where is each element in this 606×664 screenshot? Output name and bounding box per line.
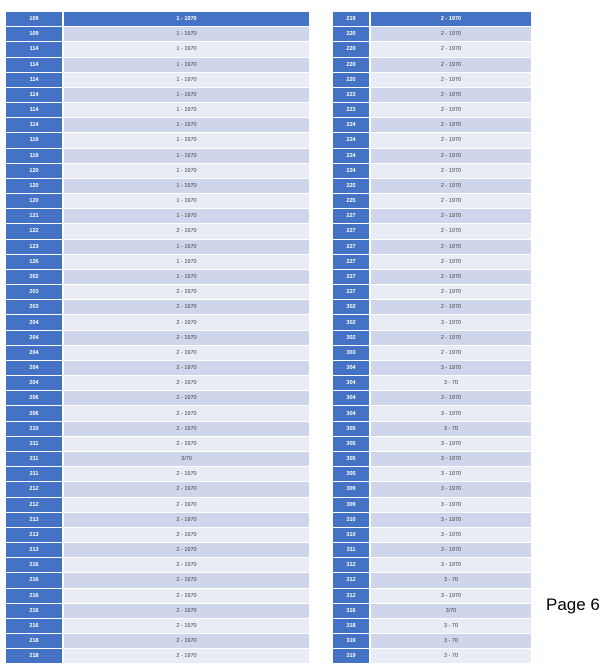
row-value-cell: 2 - 1970 (370, 254, 531, 269)
row-id-cell: 114 (6, 72, 63, 87)
row-value-cell: 2 - 1970 (370, 269, 531, 284)
table-row (333, 254, 531, 269)
row-id-cell: 312 (333, 573, 370, 588)
row-value-cell: 3 - 70 (370, 421, 531, 436)
row-value-cell: 2 - 1970 (63, 224, 309, 239)
row-value-cell: 1 - 1970 (63, 133, 309, 148)
row-value-cell: 3 - 1970 (370, 512, 531, 527)
row-value-cell: 3 - 1970 (370, 467, 531, 482)
table-row (333, 178, 531, 193)
table-row (333, 421, 531, 436)
table-row (333, 436, 531, 451)
row-value-cell: 2 - 1970 (63, 315, 309, 330)
row-id-cell: 223 (333, 87, 370, 102)
table-row (333, 87, 531, 102)
row-id-cell: 213 (6, 512, 63, 527)
right-header-value-cell: 2 - 1970 (370, 12, 531, 27)
row-value-cell: 3 - 70 (370, 573, 531, 588)
row-value-cell: 1 - 1970 (63, 148, 309, 163)
row-value-cell: 2 - 1970 (63, 406, 309, 421)
row-value-cell: 3 - 70 (370, 618, 531, 633)
table-row (333, 103, 531, 118)
table-row (6, 239, 309, 254)
right-table-body (333, 12, 531, 664)
table-row (6, 406, 309, 421)
right-header-id-cell: 219 (333, 12, 370, 27)
table-row (333, 391, 531, 406)
row-id-cell: 304 (333, 406, 370, 421)
table-row (6, 72, 309, 87)
row-value-cell: 2 - 1970 (63, 482, 309, 497)
row-id-cell: 309 (333, 482, 370, 497)
row-value-cell: 3 - 1970 (370, 527, 531, 542)
table-row (6, 330, 309, 345)
table-row (6, 194, 309, 209)
table-row (333, 406, 531, 421)
table-row (6, 467, 309, 482)
table-row (6, 497, 309, 512)
row-id-cell: 304 (333, 376, 370, 391)
row-id-cell: 305 (333, 421, 370, 436)
row-id-cell: 126 (6, 254, 63, 269)
row-value-cell: 2 - 1970 (63, 285, 309, 300)
left-table-header-row (6, 12, 309, 27)
table-row (6, 57, 309, 72)
row-value-cell: 2 - 1970 (370, 194, 531, 209)
row-value-cell: 3 - 1970 (370, 406, 531, 421)
row-value-cell: 2 - 1970 (63, 376, 309, 391)
row-id-cell: 309 (333, 497, 370, 512)
row-value-cell: 1 - 1970 (63, 27, 309, 42)
table-row (333, 603, 531, 618)
table-row (6, 87, 309, 102)
row-id-cell: 319 (333, 634, 370, 649)
table-row (6, 300, 309, 315)
left-table (6, 12, 309, 664)
row-value-cell: 3 - 1970 (370, 482, 531, 497)
table-row (333, 42, 531, 57)
row-id-cell: 216 (6, 588, 63, 603)
row-id-cell: 119 (6, 148, 63, 163)
row-id-cell: 121 (6, 209, 63, 224)
right-table (333, 12, 531, 664)
row-id-cell: 312 (333, 588, 370, 603)
table-row (6, 209, 309, 224)
row-value-cell: 2 - 1970 (63, 543, 309, 558)
row-id-cell: 227 (333, 209, 370, 224)
table-row (6, 315, 309, 330)
row-id-cell: 227 (333, 285, 370, 300)
row-id-cell: 319 (333, 649, 370, 664)
table-row (6, 224, 309, 239)
row-value-cell: 2 - 1970 (63, 421, 309, 436)
row-value-cell: 3 - 1970 (370, 391, 531, 406)
row-id-cell: 204 (6, 345, 63, 360)
row-value-cell: 2 - 1970 (63, 573, 309, 588)
table-row (6, 254, 309, 269)
row-value-cell: 2 - 1970 (63, 497, 309, 512)
row-id-cell: 216 (6, 618, 63, 633)
table-row (333, 543, 531, 558)
table-row (6, 163, 309, 178)
table-row (6, 573, 309, 588)
left-header-id-cell: 109 (6, 12, 63, 27)
row-value-cell: 3 - 1970 (370, 497, 531, 512)
row-id-cell: 204 (6, 376, 63, 391)
row-value-cell: 1 - 1970 (63, 178, 309, 193)
row-value-cell: 2 - 1970 (63, 634, 309, 649)
table-row (333, 467, 531, 482)
row-id-cell: 318 (333, 618, 370, 633)
row-id-cell: 114 (6, 57, 63, 72)
row-id-cell: 122 (6, 224, 63, 239)
row-value-cell: 2 - 1970 (63, 330, 309, 345)
table-row (6, 558, 309, 573)
row-id-cell: 203 (6, 300, 63, 315)
row-value-cell: 3 - 1970 (370, 543, 531, 558)
table-row (6, 421, 309, 436)
row-id-cell: 218 (6, 634, 63, 649)
table-row (6, 634, 309, 649)
row-value-cell: 1 - 1970 (63, 254, 309, 269)
row-value-cell: 2 - 1970 (370, 87, 531, 102)
row-id-cell: 216 (6, 573, 63, 588)
table-row (333, 558, 531, 573)
row-value-cell: 2 - 1970 (63, 467, 309, 482)
row-id-cell: 206 (6, 406, 63, 421)
table-row (6, 269, 309, 284)
row-value-cell: 2 - 1970 (370, 178, 531, 193)
row-id-cell: 123 (6, 239, 63, 254)
table-row (333, 209, 531, 224)
row-value-cell: 2 - 1970 (63, 588, 309, 603)
table-row (333, 512, 531, 527)
row-id-cell: 223 (333, 103, 370, 118)
row-id-cell: 210 (6, 421, 63, 436)
row-value-cell: 3 - 1970 (370, 558, 531, 573)
table-row (6, 42, 309, 57)
row-id-cell: 316 (333, 603, 370, 618)
row-id-cell: 227 (333, 239, 370, 254)
row-id-cell: 224 (333, 133, 370, 148)
row-id-cell: 120 (6, 178, 63, 193)
table-row (333, 376, 531, 391)
row-value-cell: 3 - 70 (370, 649, 531, 664)
row-id-cell: 114 (6, 118, 63, 133)
row-value-cell: 2 - 1970 (370, 133, 531, 148)
table-row (333, 588, 531, 603)
row-value-cell: 3 - 1970 (370, 588, 531, 603)
row-value-cell: 3 - 1970 (370, 360, 531, 375)
table-row (6, 618, 309, 633)
row-id-cell: 220 (333, 42, 370, 57)
row-value-cell: 2 - 1970 (370, 330, 531, 345)
row-id-cell: 212 (6, 497, 63, 512)
row-id-cell: 213 (6, 527, 63, 542)
table-row (6, 133, 309, 148)
table-row (6, 527, 309, 542)
table-row (6, 482, 309, 497)
row-value-cell: 2 - 1970 (63, 558, 309, 573)
row-id-cell: 114 (6, 103, 63, 118)
table-row (6, 118, 309, 133)
row-value-cell: 1 - 1970 (63, 163, 309, 178)
row-id-cell: 302 (333, 315, 370, 330)
row-value-cell: 3 - 1970 (370, 315, 531, 330)
row-value-cell: 1 - 1970 (63, 42, 309, 57)
row-id-cell: 203 (6, 285, 63, 300)
row-value-cell: 2 - 1970 (370, 239, 531, 254)
row-value-cell: 2 - 1970 (63, 436, 309, 451)
row-id-cell: 305 (333, 451, 370, 466)
row-id-cell: 211 (6, 436, 63, 451)
row-id-cell: 302 (333, 300, 370, 315)
table-row (6, 543, 309, 558)
table-row (333, 194, 531, 209)
row-id-cell: 216 (6, 603, 63, 618)
row-id-cell: 120 (6, 163, 63, 178)
row-id-cell: 220 (333, 57, 370, 72)
row-value-cell: 2 - 1970 (63, 512, 309, 527)
table-row (333, 163, 531, 178)
table-row (6, 512, 309, 527)
table-row (6, 148, 309, 163)
row-value-cell: 2 - 1970 (63, 300, 309, 315)
row-id-cell: 224 (333, 118, 370, 133)
table-row (333, 133, 531, 148)
table-row (333, 451, 531, 466)
row-value-cell: 2 - 1970 (370, 103, 531, 118)
row-id-cell: 302 (333, 330, 370, 345)
row-value-cell: 3 - 70 (370, 376, 531, 391)
row-value-cell: 2 - 1970 (370, 27, 531, 42)
table-row (333, 497, 531, 512)
table-row (333, 300, 531, 315)
row-value-cell: 2 - 1970 (370, 57, 531, 72)
row-id-cell: 109 (6, 27, 63, 42)
row-id-cell: 204 (6, 315, 63, 330)
page-number-label: Page 6 (546, 595, 600, 614)
row-id-cell: 310 (333, 527, 370, 542)
row-value-cell: 1 - 1970 (63, 87, 309, 102)
table-row (333, 482, 531, 497)
row-value-cell: 1 - 1970 (63, 72, 309, 87)
row-value-cell: 2 - 1970 (370, 72, 531, 87)
table-row (6, 376, 309, 391)
row-value-cell: 2 - 1970 (63, 360, 309, 375)
row-id-cell: 224 (333, 163, 370, 178)
row-value-cell: 1 - 1970 (63, 269, 309, 284)
row-id-cell: 218 (6, 649, 63, 664)
table-row (333, 527, 531, 542)
table-row (6, 588, 309, 603)
row-id-cell: 311 (333, 543, 370, 558)
table-row (333, 57, 531, 72)
row-value-cell: 3 - 70 (370, 634, 531, 649)
table-row (6, 603, 309, 618)
row-id-cell: 216 (6, 558, 63, 573)
row-id-cell: 119 (6, 133, 63, 148)
table-row (333, 269, 531, 284)
row-value-cell: 1 - 1970 (63, 118, 309, 133)
table-row (333, 315, 531, 330)
row-value-cell: 2 - 1970 (370, 42, 531, 57)
row-id-cell: 227 (333, 224, 370, 239)
table-row (6, 391, 309, 406)
row-value-cell: 2 - 1970 (63, 618, 309, 633)
row-value-cell: 3 - 1970 (370, 436, 531, 451)
row-value-cell: 1 - 1970 (63, 194, 309, 209)
row-value-cell: 1 - 1970 (63, 209, 309, 224)
row-id-cell: 312 (333, 558, 370, 573)
table-row (6, 345, 309, 360)
table-row (333, 330, 531, 345)
row-id-cell: 227 (333, 269, 370, 284)
row-value-cell: 2 - 1970 (370, 118, 531, 133)
table-row (333, 224, 531, 239)
table-row (333, 634, 531, 649)
left-table-body (6, 12, 309, 664)
row-value-cell: 3 - 1970 (370, 451, 531, 466)
row-id-cell: 225 (333, 178, 370, 193)
table-row (333, 118, 531, 133)
row-id-cell: 305 (333, 436, 370, 451)
row-value-cell: 2 - 1970 (63, 391, 309, 406)
row-value-cell: 2 - 1970 (370, 285, 531, 300)
row-value-cell: 3/70 (370, 603, 531, 618)
table-row (6, 103, 309, 118)
table-row (6, 436, 309, 451)
row-value-cell: 2 - 1970 (370, 209, 531, 224)
table-row (333, 618, 531, 633)
table-row (6, 360, 309, 375)
row-value-cell: 3/70 (63, 451, 309, 466)
row-id-cell: 304 (333, 391, 370, 406)
row-id-cell: 304 (333, 360, 370, 375)
row-value-cell: 2 - 1970 (370, 148, 531, 163)
row-id-cell: 114 (6, 42, 63, 57)
row-value-cell: 2 - 1970 (370, 345, 531, 360)
row-value-cell: 2 - 1970 (63, 345, 309, 360)
table-row (333, 27, 531, 42)
table-row (6, 178, 309, 193)
left-header-value-cell: 1 - 1970 (63, 12, 309, 27)
row-value-cell: 2 - 1970 (370, 163, 531, 178)
table-row (333, 649, 531, 664)
row-id-cell: 212 (6, 482, 63, 497)
table-row (6, 285, 309, 300)
table-row (333, 239, 531, 254)
table-row (333, 72, 531, 87)
table-row (333, 148, 531, 163)
row-id-cell: 220 (333, 27, 370, 42)
row-value-cell: 2 - 1970 (370, 224, 531, 239)
row-value-cell: 1 - 1970 (63, 57, 309, 72)
table-row (6, 451, 309, 466)
table-row (333, 360, 531, 375)
row-id-cell: 202 (6, 269, 63, 284)
row-value-cell: 2 - 1970 (63, 649, 309, 664)
table-row (333, 345, 531, 360)
row-value-cell: 2 - 1970 (63, 603, 309, 618)
row-id-cell: 220 (333, 72, 370, 87)
row-id-cell: 213 (6, 543, 63, 558)
row-id-cell: 227 (333, 254, 370, 269)
right-table-header-row (333, 12, 531, 27)
row-value-cell: 2 - 1970 (63, 527, 309, 542)
row-id-cell: 211 (6, 467, 63, 482)
row-id-cell: 303 (333, 345, 370, 360)
row-value-cell: 1 - 1970 (63, 103, 309, 118)
table-row (333, 573, 531, 588)
row-value-cell: 1 - 1970 (63, 239, 309, 254)
row-value-cell: 2 - 1970 (370, 300, 531, 315)
row-id-cell: 225 (333, 194, 370, 209)
table-row (6, 27, 309, 42)
row-id-cell: 310 (333, 512, 370, 527)
row-id-cell: 120 (6, 194, 63, 209)
row-id-cell: 204 (6, 330, 63, 345)
row-id-cell: 114 (6, 87, 63, 102)
row-id-cell: 211 (6, 451, 63, 466)
row-id-cell: 305 (333, 467, 370, 482)
row-id-cell: 204 (6, 360, 63, 375)
table-row (333, 285, 531, 300)
row-id-cell: 206 (6, 391, 63, 406)
row-id-cell: 224 (333, 148, 370, 163)
table-row (6, 649, 309, 664)
